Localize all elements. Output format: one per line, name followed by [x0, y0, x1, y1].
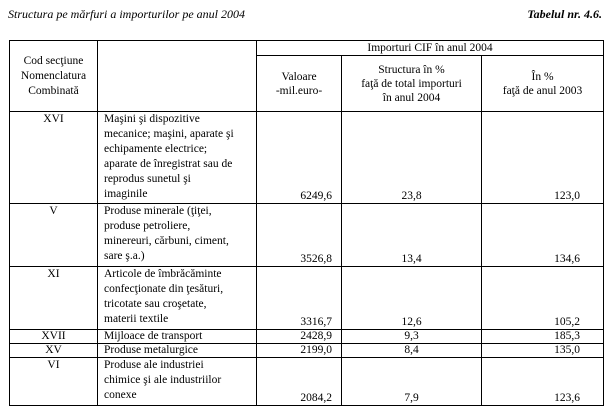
header-percent-column: [482, 56, 604, 112]
section-description: [98, 344, 257, 358]
value-cell: 3316,7: [257, 267, 342, 330]
description-line: sare ş.a.): [104, 250, 145, 262]
percent-cell: 123,0: [482, 112, 604, 204]
section-description: [98, 267, 257, 330]
header-structure-line: în anul 2004: [382, 91, 441, 104]
value-cell: 3526,8: [257, 204, 342, 267]
description-line: minereuri, cărbuni, ciment,: [104, 235, 229, 247]
header-value-line: -mil.euro-: [275, 84, 323, 97]
description-line: produse petroliere,: [104, 220, 191, 232]
percent-cell: 105,2: [482, 267, 604, 330]
description-line: Maşini şi dispozitive: [104, 113, 200, 125]
table-row: [10, 112, 604, 204]
header-code-line: Cod secţiune: [23, 54, 84, 67]
table-row: [10, 344, 604, 358]
header-structure-line: faţă de total importuri: [361, 77, 462, 90]
value-cell: 2199,0: [257, 344, 342, 358]
description-line: Mijloace de transport: [104, 330, 203, 342]
header-code-line: Nomenclatura: [20, 69, 87, 82]
percent-cell: 134,6: [482, 204, 604, 267]
section-description: [98, 358, 257, 406]
header-code-line: Combinată: [28, 84, 79, 97]
table-number: Tabelul nr. 4.6.: [527, 7, 602, 21]
value-cell: 2428,9: [257, 330, 342, 344]
structure-cell: 9,3: [342, 330, 482, 344]
imports-table: [9, 40, 604, 406]
description-line: imaginile: [104, 188, 148, 200]
percent-cell: 123,6: [482, 358, 604, 406]
table-caption: Structura pe mărfuri a importurilor pe anul 2004: [8, 7, 246, 21]
structure-cell: 23,8: [342, 112, 482, 204]
header-value-line: Valoare: [281, 70, 317, 83]
table-row: [10, 358, 604, 406]
description-line: Produse ale industriei: [104, 359, 204, 371]
section-description: [98, 204, 257, 267]
percent-cell: 135,0: [482, 344, 604, 358]
structure-cell: 13,4: [342, 204, 482, 267]
description-line: Produse metalurgice: [104, 344, 198, 356]
section-code: V: [10, 204, 98, 267]
table-row: [10, 330, 604, 344]
description-line: Produse minerale (ţiţei,: [104, 205, 212, 217]
table-row: [10, 267, 604, 330]
description-line: Articole de îmbrăcăminte: [104, 268, 222, 280]
structure-cell: 7,9: [342, 358, 482, 406]
header-structure-column: [342, 56, 482, 112]
section-code: XVII: [10, 330, 98, 344]
header-percent-line: În %: [531, 70, 554, 83]
header-percent-line: faţă de anul 2003: [502, 84, 583, 97]
description-line: chimice şi ale industriilor: [104, 374, 222, 386]
value-cell: 2084,2: [257, 358, 342, 406]
description-line: conexe: [104, 389, 137, 401]
section-code: XV: [10, 344, 98, 358]
structure-cell: 12,6: [342, 267, 482, 330]
description-line: aparate de înregistrat sau de: [104, 158, 233, 170]
description-line: tricotate sau croşetate,: [104, 298, 207, 310]
section-code: VI: [10, 358, 98, 406]
description-line: confecţionate din ţesături,: [104, 283, 224, 295]
header-value-column: [257, 56, 342, 112]
header-description-column: [98, 41, 257, 112]
table-row: [10, 204, 604, 267]
section-description: [98, 112, 257, 204]
description-line: reprodus sunetul şi: [104, 173, 191, 185]
header-imports-group: Importuri CIF în anul 2004: [257, 41, 604, 56]
description-line: echipamente electrice;: [104, 143, 208, 155]
section-description: [98, 330, 257, 344]
structure-cell: 8,4: [342, 344, 482, 358]
description-line: materii textile: [104, 313, 169, 325]
value-cell: 6249,6: [257, 112, 342, 204]
percent-cell: 185,3: [482, 330, 604, 344]
section-code: XI: [10, 267, 98, 330]
description-line: mecanice; maşini, aparate şi: [104, 128, 234, 140]
header-structure-line: Structura în %: [378, 63, 445, 76]
section-code: XVI: [10, 112, 98, 204]
header-code-column: [10, 41, 98, 112]
